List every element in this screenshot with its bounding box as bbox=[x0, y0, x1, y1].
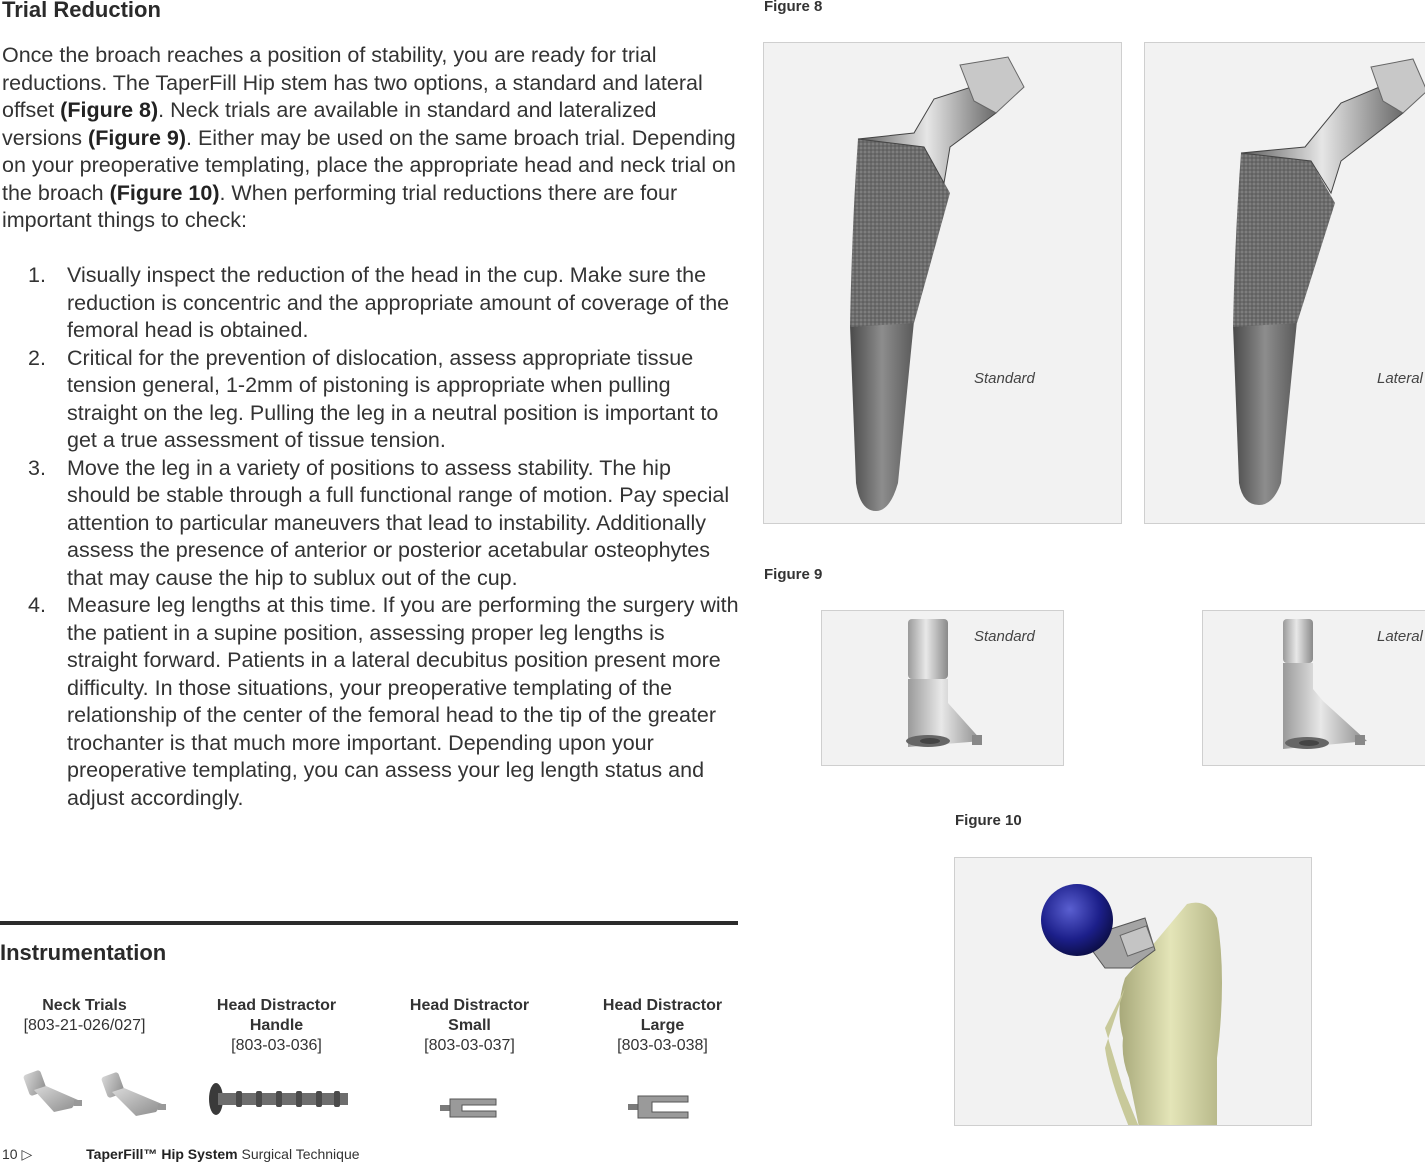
instrument-name: Head Distractor Small bbox=[409, 997, 530, 1034]
check-step bbox=[0, 455, 740, 593]
figure-9-lateral-panel bbox=[1202, 610, 1425, 766]
standard-stem-image bbox=[764, 43, 1122, 524]
head-distractor-large-image bbox=[628, 1092, 692, 1126]
section-divider bbox=[0, 921, 738, 925]
instrument-name: Head Distractor Large bbox=[602, 997, 723, 1034]
footer-document: Surgical Technique bbox=[241, 1146, 360, 1162]
figure-reference: (Figure 10) bbox=[109, 180, 220, 205]
page-number-value: 10 bbox=[2, 1146, 18, 1162]
check-steps-list bbox=[0, 262, 740, 812]
instrument-head-distractor-large bbox=[575, 996, 750, 1056]
intro-text: . When performing trial reductions there are four important things to check: bbox=[2, 180, 678, 232]
section-title: Trial Reduction bbox=[2, 0, 161, 22]
page-arrow-icon: ▷ bbox=[21, 1146, 33, 1162]
figure-10-label: Figure 10 bbox=[955, 812, 1022, 829]
step-text: Move the leg in a variety of positions to assess stability. The hip should be stable through a full functional range of motion. Pay special attention to particular maneuvers that lead to instability. Additionally assess the presence of anterior or posterior acetabular osteophytes that may cause the hip to sublux out of the cup. bbox=[67, 455, 730, 590]
figure-10-panel bbox=[954, 857, 1312, 1126]
step-number: 3. bbox=[28, 455, 46, 480]
page-number bbox=[2, 1146, 32, 1162]
intro-text: . Either may be used on the same broach trial. Depending on your preoperative templating, place the appropriate head and neck trial on the broach bbox=[2, 125, 736, 205]
instrument-name: Neck Trials bbox=[42, 997, 127, 1014]
figure-8-lateral-panel bbox=[1144, 42, 1425, 524]
neck-trials-image bbox=[20, 1064, 170, 1126]
neck-trial-standard-icon bbox=[23, 1070, 82, 1112]
intro-paragraph bbox=[2, 42, 738, 235]
neck-trial-lateral-icon bbox=[101, 1072, 166, 1116]
step-text: Critical for the prevention of dislocation, assess appropriate tissue tension general, 1-2mm of pistoning is appropriate when pulling straight on the leg. Pulling the leg in a neutral position is important to get a true assessment of tissue tension. bbox=[67, 345, 719, 452]
footer-brand: TaperFill™ Hip System bbox=[86, 1146, 238, 1162]
figure-9-standard-caption: Standard bbox=[974, 628, 1035, 645]
head-distractor-small-image bbox=[440, 1094, 500, 1124]
lateral-stem-image bbox=[1145, 43, 1425, 524]
step-text: Measure leg lengths at this time. If you are performing the surgery with the patient in a supine position, assessing proper leg lengths is straight forward. Patients in a lateral decubitus position present more difficulty. In those situations, your preoperative templating of the relationship of the center of the femoral head to the tip of the greater trochanter is that much more important. Depending upon your preoperative templating, you can assess your leg length status and adjust accordingly. bbox=[67, 593, 739, 810]
figure-9-label: Figure 9 bbox=[764, 566, 823, 583]
check-step bbox=[0, 345, 740, 455]
instrument-head-distractor-handle bbox=[189, 996, 364, 1056]
check-step bbox=[0, 592, 740, 812]
figure-reference: (Figure 9) bbox=[88, 125, 186, 150]
instrument-neck-trials bbox=[0, 996, 172, 1036]
instrumentation-title: Instrumentation bbox=[0, 940, 167, 965]
instrument-part-number: [803-03-037] bbox=[424, 1037, 515, 1054]
intro-text: . Neck trials are available in standard and lateralized versions bbox=[2, 98, 657, 150]
figure-8-standard-caption: Standard bbox=[974, 370, 1035, 387]
figure-8-lateral-caption: Lateral bbox=[1377, 370, 1423, 387]
instrument-part-number: [803-21-026/027] bbox=[23, 1017, 146, 1034]
figure-reference: (Figure 8) bbox=[60, 98, 159, 122]
step-number: 1. bbox=[28, 263, 46, 287]
figure-9-lateral-caption: Lateral bbox=[1377, 628, 1423, 645]
step-number: 4. bbox=[28, 593, 46, 617]
head-distractor-handle-image bbox=[206, 1078, 352, 1120]
intro-text: Once the broach reaches a position of stability, you are ready for trial reductions. The TaperFill Hip stem has two options, a standard and lateral offset bbox=[2, 43, 703, 122]
figure-8-standard-panel bbox=[763, 42, 1122, 524]
step-text: Visually inspect the reduction of the head in the cup. Make sure the reduction is concentric and the appropriate amount of coverage of the femoral head is obtained. bbox=[67, 263, 730, 342]
instrument-name: Head Distractor Handle bbox=[216, 997, 337, 1034]
head-neck-trial-on-broach-image bbox=[955, 858, 1312, 1126]
instrument-head-distractor-small bbox=[382, 996, 557, 1056]
check-step bbox=[0, 262, 740, 345]
instrument-part-number: [803-03-036] bbox=[231, 1037, 322, 1054]
step-number: 2. bbox=[28, 345, 46, 370]
figure-9-standard-panel bbox=[821, 610, 1064, 766]
page-footer bbox=[2, 1146, 360, 1163]
instrument-part-number: [803-03-038] bbox=[617, 1037, 708, 1054]
figure-8-label: Figure 8 bbox=[764, 0, 823, 15]
